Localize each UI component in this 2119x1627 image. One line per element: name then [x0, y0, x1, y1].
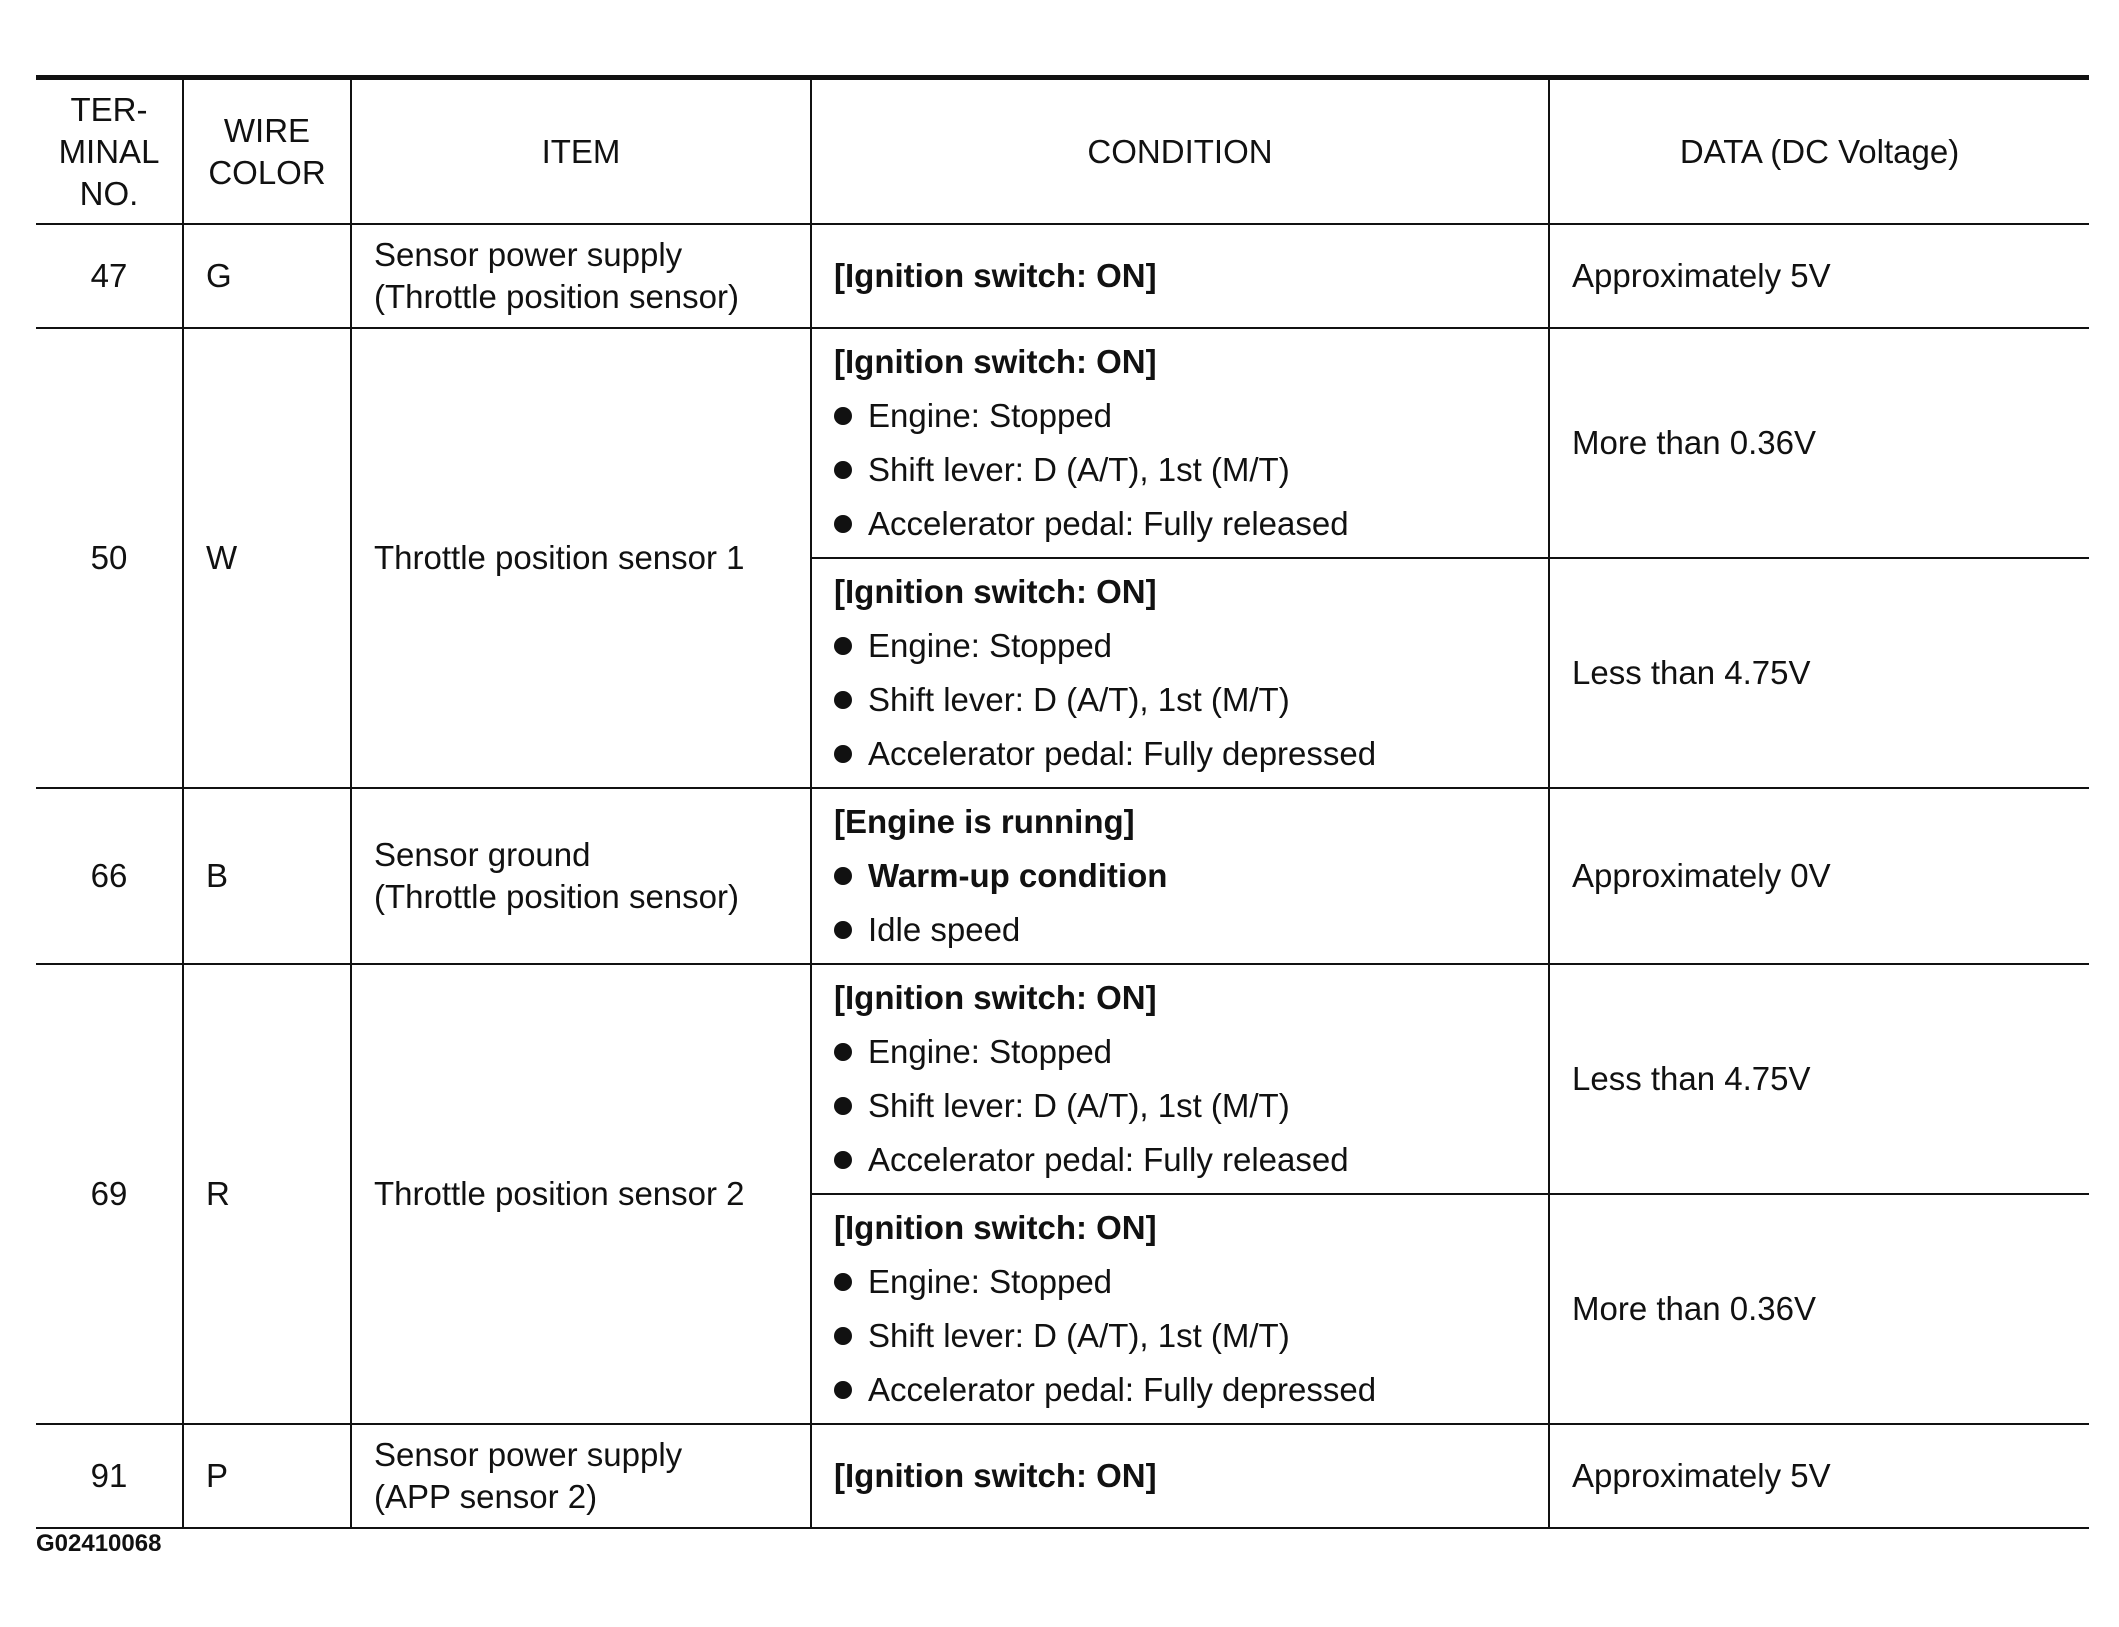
bullet-icon — [834, 1043, 852, 1061]
bullet-icon — [834, 1381, 852, 1399]
condition-cell — [811, 224, 1549, 328]
condition-heading: [Ignition switch: ON] — [834, 979, 1157, 1016]
condition-line — [834, 673, 1548, 727]
condition-text: Warm-up condition — [868, 857, 1168, 894]
header-item: ITEM — [351, 78, 811, 225]
bullet-icon — [834, 1097, 852, 1115]
table-row — [36, 788, 2089, 964]
item-cell — [351, 788, 811, 964]
bullet-icon — [834, 921, 852, 939]
terminal-no-cell: 69 — [36, 964, 183, 1424]
condition-text: Shift lever: D (A/T), 1st (M/T) — [868, 1317, 1290, 1354]
item-line: Sensor power supply — [374, 1436, 683, 1473]
condition-text: Accelerator pedal: Fully depressed — [868, 1371, 1377, 1408]
condition-cell — [811, 1194, 1549, 1424]
condition-line — [834, 727, 1548, 781]
condition-line — [834, 1363, 1548, 1417]
condition-text: Accelerator pedal: Fully released — [868, 1141, 1349, 1178]
condition-cell — [811, 328, 1549, 558]
condition-text: Accelerator pedal: Fully released — [868, 505, 1349, 542]
terminal-data-table — [36, 75, 2089, 1529]
bullet-icon — [834, 515, 852, 533]
condition-line — [834, 497, 1548, 551]
bullet-icon — [834, 1327, 852, 1345]
condition-text: Shift lever: D (A/T), 1st (M/T) — [868, 451, 1290, 488]
condition-line — [834, 1309, 1548, 1363]
condition-text: Engine: Stopped — [868, 1033, 1113, 1070]
bullet-icon — [834, 745, 852, 763]
condition-cell — [811, 558, 1549, 788]
condition-cell — [811, 964, 1549, 1194]
condition-text: Engine: Stopped — [868, 397, 1113, 434]
condition-line — [834, 443, 1548, 497]
bullet-icon — [834, 407, 852, 425]
bullet-icon — [834, 637, 852, 655]
condition-line — [834, 389, 1548, 443]
item-line: Sensor power supply — [374, 236, 683, 273]
condition-line — [834, 1025, 1548, 1079]
table-row — [36, 328, 2089, 558]
header-condition: CONDITION — [811, 78, 1549, 225]
wire-color-cell: B — [183, 788, 351, 964]
data-voltage-cell: More than 0.36V — [1549, 328, 2089, 558]
item-cell — [351, 964, 811, 1424]
header-terminal-line: MINAL — [58, 132, 160, 170]
terminal-no-cell: 91 — [36, 1424, 183, 1528]
table-body — [36, 224, 2089, 1528]
bullet-icon — [834, 461, 852, 479]
bullet-icon — [834, 867, 852, 885]
data-voltage-cell: Approximately 5V — [1549, 1424, 2089, 1528]
condition-line — [834, 1255, 1548, 1309]
condition-text: Accelerator pedal: Fully depressed — [868, 735, 1377, 772]
condition-heading: [Ignition switch: ON] — [834, 343, 1157, 380]
header-wire-line: WIRE — [223, 111, 311, 149]
condition-line — [834, 903, 1548, 957]
condition-heading: [Ignition switch: ON] — [834, 257, 1157, 294]
condition-text: Engine: Stopped — [868, 627, 1113, 664]
item-line: Throttle position sensor 1 — [374, 539, 745, 576]
header-wire-color — [183, 78, 351, 225]
data-voltage-cell: More than 0.36V — [1549, 1194, 2089, 1424]
item-line: (Throttle position sensor) — [374, 878, 739, 915]
condition-line — [834, 1079, 1548, 1133]
bullet-icon — [834, 691, 852, 709]
condition-line — [834, 849, 1548, 903]
table-row — [36, 964, 2089, 1194]
condition-heading: [Ignition switch: ON] — [834, 573, 1157, 610]
condition-cell — [811, 1424, 1549, 1528]
header-terminal-line: TER- — [70, 90, 148, 128]
table-row — [36, 1424, 2089, 1528]
item-line: (APP sensor 2) — [374, 1478, 598, 1515]
condition-heading: [Ignition switch: ON] — [834, 1457, 1157, 1494]
item-line: Throttle position sensor 2 — [374, 1175, 745, 1212]
condition-line — [834, 1133, 1548, 1187]
header-row — [36, 78, 2089, 225]
condition-heading: [Ignition switch: ON] — [834, 1209, 1157, 1246]
condition-text: Shift lever: D (A/T), 1st (M/T) — [868, 681, 1290, 718]
table-row — [36, 224, 2089, 328]
condition-text: Engine: Stopped — [868, 1263, 1113, 1300]
bullet-icon — [834, 1151, 852, 1169]
terminal-no-cell: 66 — [36, 788, 183, 964]
data-voltage-cell: Less than 4.75V — [1549, 964, 2089, 1194]
item-line: Sensor ground — [374, 836, 591, 873]
figure-code: G02410068 — [36, 1530, 162, 1557]
condition-text: Shift lever: D (A/T), 1st (M/T) — [868, 1087, 1290, 1124]
bullet-icon — [834, 1273, 852, 1291]
data-voltage-cell: Approximately 0V — [1549, 788, 2089, 964]
condition-text: Idle speed — [868, 911, 1021, 948]
terminal-no-cell: 47 — [36, 224, 183, 328]
item-cell — [351, 1424, 811, 1528]
document — [36, 75, 2089, 1529]
wire-color-cell: W — [183, 328, 351, 788]
item-cell — [351, 224, 811, 328]
wire-color-cell: P — [183, 1424, 351, 1528]
wire-color-cell: G — [183, 224, 351, 328]
header-terminal-line: NO. — [79, 174, 139, 212]
data-voltage-cell: Less than 4.75V — [1549, 558, 2089, 788]
condition-cell — [811, 788, 1549, 964]
data-voltage-cell: Approximately 5V — [1549, 224, 2089, 328]
wire-color-cell: R — [183, 964, 351, 1424]
header-terminal-no — [36, 78, 183, 225]
condition-heading: [Engine is running] — [834, 803, 1135, 840]
header-data: DATA (DC Voltage) — [1549, 78, 2089, 225]
item-cell — [351, 328, 811, 788]
condition-line — [834, 619, 1548, 673]
header-wire-line: COLOR — [208, 153, 326, 191]
item-line: (Throttle position sensor) — [374, 278, 739, 315]
terminal-no-cell: 50 — [36, 328, 183, 788]
